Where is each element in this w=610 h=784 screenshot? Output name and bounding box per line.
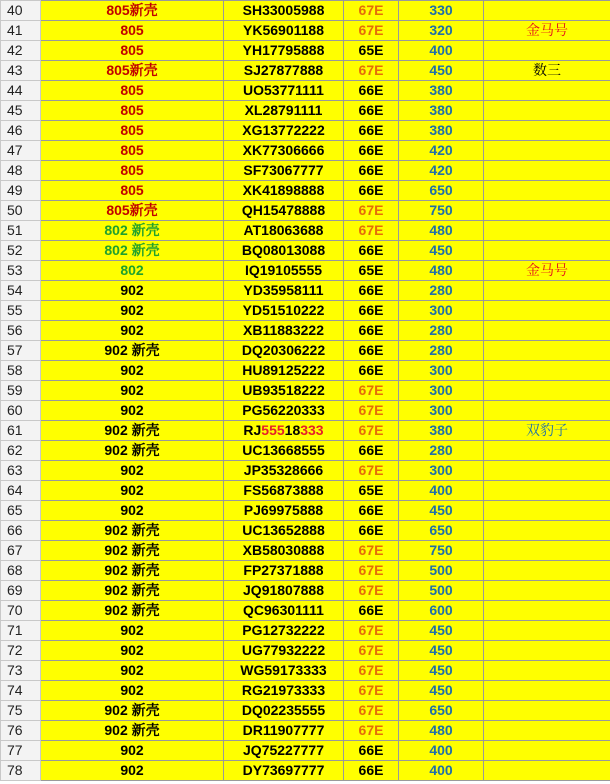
type-cell[interactable]: 67E <box>344 401 399 421</box>
plate-cell[interactable]: YH17795888 <box>224 41 344 61</box>
table-row <box>1 401 610 421</box>
price-cell[interactable]: 450 <box>399 501 484 521</box>
model-cell[interactable]: 902 <box>41 321 224 341</box>
note-cell[interactable] <box>484 121 610 141</box>
row-header[interactable]: 58 <box>1 361 41 381</box>
note-cell[interactable] <box>484 361 610 381</box>
model-cell[interactable]: 902 <box>41 381 224 401</box>
note-cell[interactable] <box>484 141 610 161</box>
price-cell[interactable]: 300 <box>399 301 484 321</box>
type-cell[interactable]: 66E <box>344 501 399 521</box>
row-header[interactable]: 53 <box>1 261 41 281</box>
note-cell[interactable]: 数三 <box>484 61 610 81</box>
table-row <box>1 761 610 781</box>
type-cell[interactable]: 67E <box>344 201 399 221</box>
row-header[interactable]: 77 <box>1 741 41 761</box>
model-cell[interactable]: 805新壳 <box>41 201 224 221</box>
type-cell[interactable]: 67E <box>344 641 399 661</box>
table-row <box>1 601 610 621</box>
note-cell[interactable] <box>484 41 610 61</box>
table-row <box>1 621 610 641</box>
type-cell[interactable]: 67E <box>344 621 399 641</box>
plate-cell[interactable]: UC13652888 <box>224 521 344 541</box>
model-cell[interactable]: 902 新壳 <box>41 441 224 461</box>
note-cell[interactable] <box>484 621 610 641</box>
note-cell[interactable] <box>484 181 610 201</box>
note-cell[interactable]: 金马号 <box>484 261 610 281</box>
model-cell[interactable]: 805新壳 <box>41 61 224 81</box>
type-cell[interactable]: 66E <box>344 241 399 261</box>
model-cell[interactable]: 902 <box>41 461 224 481</box>
plate-cell[interactable]: JQ91807888 <box>224 581 344 601</box>
row-header[interactable]: 63 <box>1 461 41 481</box>
price-cell[interactable]: 300 <box>399 461 484 481</box>
row-header[interactable]: 40 <box>1 1 41 21</box>
model-cell[interactable]: 805 <box>41 181 224 201</box>
table-row <box>1 281 610 301</box>
table-row <box>1 241 610 261</box>
table-row <box>1 501 610 521</box>
price-cell[interactable]: 450 <box>399 241 484 261</box>
type-cell[interactable]: 66E <box>344 141 399 161</box>
type-cell[interactable]: 67E <box>344 721 399 741</box>
plate-cell[interactable]: JP35328666 <box>224 461 344 481</box>
row-header[interactable]: 73 <box>1 661 41 681</box>
plate-cell[interactable]: WG59173333 <box>224 661 344 681</box>
row-header[interactable]: 59 <box>1 381 41 401</box>
price-cell[interactable]: 300 <box>399 361 484 381</box>
note-cell[interactable] <box>484 101 610 121</box>
type-cell[interactable]: 66E <box>344 281 399 301</box>
table-row <box>1 221 610 241</box>
type-cell[interactable]: 66E <box>344 81 399 101</box>
price-cell[interactable]: 400 <box>399 41 484 61</box>
type-cell[interactable]: 66E <box>344 601 399 621</box>
note-cell[interactable] <box>484 761 610 781</box>
model-cell[interactable]: 802 新壳 <box>41 241 224 261</box>
plate-cell[interactable]: IQ19105555 <box>224 261 344 281</box>
plate-cell[interactable]: XG13772222 <box>224 121 344 141</box>
model-cell[interactable]: 805 <box>41 161 224 181</box>
type-cell[interactable]: 65E <box>344 261 399 281</box>
note-cell[interactable] <box>484 401 610 421</box>
plate-cell[interactable]: UO53771111 <box>224 81 344 101</box>
price-cell[interactable]: 500 <box>399 561 484 581</box>
table-row <box>1 301 610 321</box>
type-cell[interactable]: 67E <box>344 421 399 441</box>
plate-cell[interactable]: RG21973333 <box>224 681 344 701</box>
note-cell[interactable] <box>484 461 610 481</box>
note-cell[interactable] <box>484 321 610 341</box>
table-row <box>1 201 610 221</box>
type-cell[interactable]: 67E <box>344 541 399 561</box>
table-row <box>1 561 610 581</box>
model-cell[interactable]: 902 新壳 <box>41 581 224 601</box>
type-cell[interactable]: 66E <box>344 121 399 141</box>
plate-cell[interactable]: SH33005988 <box>224 1 344 21</box>
plate-cell[interactable]: XB58030888 <box>224 541 344 561</box>
note-cell[interactable] <box>484 741 610 761</box>
model-cell[interactable]: 902 新壳 <box>41 541 224 561</box>
table-row <box>1 341 610 361</box>
table-row <box>1 41 610 61</box>
type-cell[interactable]: 67E <box>344 381 399 401</box>
type-cell[interactable]: 66E <box>344 321 399 341</box>
table-row <box>1 521 610 541</box>
note-cell[interactable] <box>484 441 610 461</box>
model-cell[interactable]: 805新壳 <box>41 1 224 21</box>
row-header[interactable]: 49 <box>1 181 41 201</box>
plate-cell[interactable]: AT18063688 <box>224 221 344 241</box>
row-header[interactable]: 48 <box>1 161 41 181</box>
plate-cell[interactable]: PJ69975888 <box>224 501 344 521</box>
plate-cell[interactable]: FS56873888 <box>224 481 344 501</box>
price-cell[interactable]: 600 <box>399 601 484 621</box>
type-cell[interactable]: 66E <box>344 341 399 361</box>
plate-cell[interactable]: DR11907777 <box>224 721 344 741</box>
plate-cell[interactable]: SF73067777 <box>224 161 344 181</box>
plate-cell[interactable]: SJ27877888 <box>224 61 344 81</box>
note-cell[interactable] <box>484 641 610 661</box>
type-cell[interactable]: 67E <box>344 701 399 721</box>
row-header[interactable]: 75 <box>1 701 41 721</box>
price-cell[interactable]: 280 <box>399 321 484 341</box>
table-row <box>1 141 610 161</box>
row-header[interactable]: 44 <box>1 81 41 101</box>
price-cell[interactable]: 380 <box>399 101 484 121</box>
plate-cell[interactable]: JQ75227777 <box>224 741 344 761</box>
type-cell[interactable]: 66E <box>344 521 399 541</box>
note-cell[interactable] <box>484 201 610 221</box>
table-row <box>1 101 610 121</box>
row-header[interactable]: 71 <box>1 621 41 641</box>
plate-cell[interactable]: DY73697777 <box>224 761 344 781</box>
row-header[interactable]: 56 <box>1 321 41 341</box>
note-cell[interactable] <box>484 541 610 561</box>
price-cell[interactable]: 750 <box>399 541 484 561</box>
model-cell[interactable]: 902 <box>41 301 224 321</box>
price-cell[interactable]: 450 <box>399 61 484 81</box>
plate-cell[interactable]: QH15478888 <box>224 201 344 221</box>
table-row <box>1 641 610 661</box>
plate-cell[interactable] <box>224 421 344 441</box>
price-cell[interactable]: 380 <box>399 421 484 441</box>
plate-cell[interactable]: FP27371888 <box>224 561 344 581</box>
type-cell[interactable]: 66E <box>344 181 399 201</box>
type-cell[interactable]: 66E <box>344 741 399 761</box>
plate-cell[interactable]: PG12732222 <box>224 621 344 641</box>
price-cell[interactable]: 420 <box>399 141 484 161</box>
type-cell[interactable]: 65E <box>344 481 399 501</box>
type-cell[interactable]: 66E <box>344 161 399 181</box>
type-cell[interactable]: 66E <box>344 761 399 781</box>
table-row <box>1 701 610 721</box>
row-header[interactable]: 55 <box>1 301 41 321</box>
row-header[interactable]: 52 <box>1 241 41 261</box>
note-cell[interactable] <box>484 341 610 361</box>
row-header[interactable]: 67 <box>1 541 41 561</box>
row-header[interactable]: 76 <box>1 721 41 741</box>
type-cell[interactable]: 67E <box>344 221 399 241</box>
plate-segment: 555 <box>261 422 285 438</box>
type-cell[interactable]: 66E <box>344 101 399 121</box>
model-cell[interactable]: 902 <box>41 361 224 381</box>
grid-body <box>1 1 610 781</box>
table-row <box>1 721 610 741</box>
model-cell[interactable]: 902 <box>41 481 224 501</box>
row-header[interactable]: 64 <box>1 481 41 501</box>
row-header[interactable]: 68 <box>1 561 41 581</box>
price-cell[interactable]: 280 <box>399 441 484 461</box>
note-cell[interactable] <box>484 161 610 181</box>
plate-cell[interactable]: XB11883222 <box>224 321 344 341</box>
model-cell[interactable]: 805 <box>41 121 224 141</box>
row-header[interactable]: 66 <box>1 521 41 541</box>
price-cell[interactable]: 420 <box>399 161 484 181</box>
plate-cell[interactable]: UG77932222 <box>224 641 344 661</box>
row-header[interactable]: 46 <box>1 121 41 141</box>
price-cell[interactable]: 300 <box>399 381 484 401</box>
price-cell[interactable]: 450 <box>399 621 484 641</box>
price-cell[interactable]: 650 <box>399 701 484 721</box>
note-cell[interactable] <box>484 81 610 101</box>
price-cell[interactable]: 400 <box>399 481 484 501</box>
row-header[interactable]: 45 <box>1 101 41 121</box>
table-row <box>1 1 610 21</box>
price-cell[interactable]: 450 <box>399 661 484 681</box>
row-header[interactable]: 60 <box>1 401 41 421</box>
type-cell[interactable]: 67E <box>344 681 399 701</box>
note-cell[interactable] <box>484 661 610 681</box>
model-cell[interactable]: 902 <box>41 661 224 681</box>
table-row <box>1 161 610 181</box>
plate-cell[interactable]: UC13668555 <box>224 441 344 461</box>
table-row <box>1 541 610 561</box>
price-cell[interactable]: 280 <box>399 281 484 301</box>
price-cell[interactable]: 280 <box>399 341 484 361</box>
plate-cell[interactable]: YK56901188 <box>224 21 344 41</box>
price-cell[interactable]: 500 <box>399 581 484 601</box>
row-header[interactable]: 43 <box>1 61 41 81</box>
plate-cell[interactable]: XK77306666 <box>224 141 344 161</box>
type-cell[interactable]: 66E <box>344 361 399 381</box>
type-cell[interactable]: 67E <box>344 1 399 21</box>
plate-cell[interactable]: XL28791111 <box>224 101 344 121</box>
model-cell[interactable]: 902 新壳 <box>41 701 224 721</box>
price-cell[interactable]: 330 <box>399 1 484 21</box>
table-row <box>1 81 610 101</box>
row-header[interactable]: 61 <box>1 421 41 441</box>
model-cell[interactable]: 902 <box>41 281 224 301</box>
table-row <box>1 741 610 761</box>
price-cell[interactable]: 320 <box>399 21 484 41</box>
note-cell[interactable] <box>484 601 610 621</box>
plate-segment: 333 <box>300 422 324 438</box>
note-cell[interactable] <box>484 681 610 701</box>
price-cell[interactable]: 400 <box>399 741 484 761</box>
row-header[interactable]: 51 <box>1 221 41 241</box>
plate-cell[interactable]: DQ20306222 <box>224 341 344 361</box>
plate-cell[interactable]: DQ02235555 <box>224 701 344 721</box>
plate-segment: 18 <box>284 422 301 438</box>
note-cell[interactable] <box>484 1 610 21</box>
price-cell[interactable]: 650 <box>399 521 484 541</box>
plate-cell[interactable]: YD35958111 <box>224 281 344 301</box>
plate-cell[interactable]: YD51510222 <box>224 301 344 321</box>
note-cell[interactable] <box>484 221 610 241</box>
model-cell[interactable]: 902 <box>41 621 224 641</box>
model-cell[interactable]: 805 <box>41 81 224 101</box>
plate-cell[interactable]: XK41898888 <box>224 181 344 201</box>
model-cell[interactable]: 902 <box>41 741 224 761</box>
price-cell[interactable]: 480 <box>399 261 484 281</box>
model-cell[interactable]: 802 <box>41 261 224 281</box>
note-cell[interactable] <box>484 701 610 721</box>
note-cell[interactable] <box>484 501 610 521</box>
row-header[interactable]: 62 <box>1 441 41 461</box>
price-cell[interactable]: 450 <box>399 681 484 701</box>
plate-cell[interactable]: UB93518222 <box>224 381 344 401</box>
row-header[interactable]: 50 <box>1 201 41 221</box>
model-cell[interactable]: 902 <box>41 401 224 421</box>
table-row <box>1 381 610 401</box>
price-cell[interactable]: 480 <box>399 721 484 741</box>
plate-cell[interactable]: QC96301111 <box>224 601 344 621</box>
model-cell[interactable]: 902 <box>41 681 224 701</box>
type-cell[interactable]: 65E <box>344 41 399 61</box>
note-cell[interactable] <box>484 381 610 401</box>
row-header[interactable]: 57 <box>1 341 41 361</box>
price-cell[interactable]: 380 <box>399 121 484 141</box>
model-cell[interactable]: 802 新壳 <box>41 221 224 241</box>
note-cell[interactable] <box>484 521 610 541</box>
row-header[interactable]: 42 <box>1 41 41 61</box>
note-cell[interactable] <box>484 481 610 501</box>
model-cell[interactable]: 902 <box>41 761 224 781</box>
note-cell[interactable] <box>484 281 610 301</box>
note-cell[interactable] <box>484 561 610 581</box>
table-row <box>1 461 610 481</box>
model-cell[interactable]: 805 <box>41 21 224 41</box>
table-row <box>1 361 610 381</box>
model-cell[interactable]: 902 新壳 <box>41 561 224 581</box>
table-row <box>1 181 610 201</box>
table-row <box>1 61 610 81</box>
row-header[interactable]: 65 <box>1 501 41 521</box>
note-cell[interactable] <box>484 241 610 261</box>
plate-segment: RJ <box>243 422 262 438</box>
price-cell[interactable]: 380 <box>399 81 484 101</box>
model-cell[interactable]: 805 <box>41 101 224 121</box>
table-row <box>1 681 610 701</box>
plate-cell[interactable]: BQ08013088 <box>224 241 344 261</box>
row-header[interactable]: 54 <box>1 281 41 301</box>
type-cell[interactable]: 67E <box>344 561 399 581</box>
model-cell[interactable]: 805 <box>41 41 224 61</box>
model-cell[interactable]: 902 新壳 <box>41 421 224 441</box>
note-cell[interactable] <box>484 581 610 601</box>
price-cell[interactable]: 400 <box>399 761 484 781</box>
model-cell[interactable]: 902 新壳 <box>41 341 224 361</box>
type-cell[interactable]: 67E <box>344 21 399 41</box>
price-cell[interactable]: 450 <box>399 641 484 661</box>
table-row <box>1 321 610 341</box>
row-header[interactable]: 78 <box>1 761 41 781</box>
model-cell[interactable]: 902 新壳 <box>41 721 224 741</box>
table-row <box>1 481 610 501</box>
price-cell[interactable]: 750 <box>399 201 484 221</box>
type-cell[interactable]: 66E <box>344 441 399 461</box>
note-cell[interactable] <box>484 301 610 321</box>
model-cell[interactable]: 902 <box>41 501 224 521</box>
table-row <box>1 421 610 441</box>
plate-cell[interactable]: PG56220333 <box>224 401 344 421</box>
row-header[interactable]: 70 <box>1 601 41 621</box>
model-cell[interactable]: 902 新壳 <box>41 601 224 621</box>
model-cell[interactable]: 805 <box>41 141 224 161</box>
note-cell[interactable]: 金马号 <box>484 21 610 41</box>
type-cell[interactable]: 66E <box>344 301 399 321</box>
model-cell[interactable]: 902 <box>41 641 224 661</box>
row-header[interactable]: 69 <box>1 581 41 601</box>
row-header[interactable]: 72 <box>1 641 41 661</box>
type-cell[interactable]: 67E <box>344 61 399 81</box>
type-cell[interactable]: 67E <box>344 661 399 681</box>
row-header[interactable]: 74 <box>1 681 41 701</box>
row-header[interactable]: 47 <box>1 141 41 161</box>
type-cell[interactable]: 67E <box>344 461 399 481</box>
note-cell[interactable]: 双豹子 <box>484 421 610 441</box>
price-cell[interactable]: 650 <box>399 181 484 201</box>
row-header[interactable]: 41 <box>1 21 41 41</box>
price-cell[interactable]: 300 <box>399 401 484 421</box>
type-cell[interactable]: 67E <box>344 581 399 601</box>
plate-cell[interactable]: HU89125222 <box>224 361 344 381</box>
model-cell[interactable]: 902 新壳 <box>41 521 224 541</box>
note-cell[interactable] <box>484 721 610 741</box>
price-cell[interactable]: 480 <box>399 221 484 241</box>
table-row <box>1 661 610 681</box>
table-row <box>1 441 610 461</box>
table-row <box>1 121 610 141</box>
table-row <box>1 581 610 601</box>
table-row <box>1 261 610 281</box>
table-row <box>1 21 610 41</box>
